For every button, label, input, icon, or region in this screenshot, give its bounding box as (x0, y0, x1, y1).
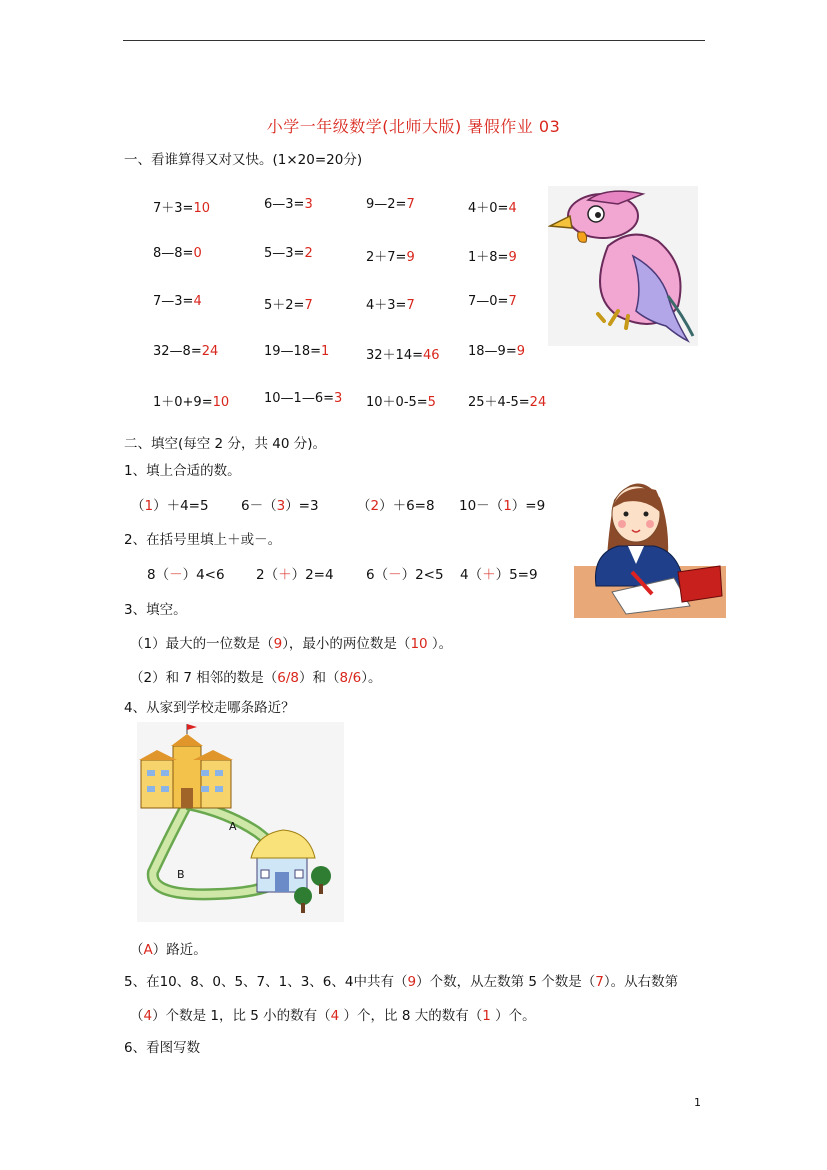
arithmetic-item (264, 344, 329, 359)
arithmetic-answer: 0 (193, 246, 202, 261)
q5-line-1: 5、在10、8、0、5、7、1、3、6、4中共有（9）个数，从左数第 5 个数是（7）。从右数第 (124, 974, 679, 990)
page-title: 小学一年级数学(北师大版) 暑假作业 03 (266, 117, 561, 136)
arithmetic-question: 5—3= (264, 246, 305, 261)
arithmetic-answer: 9 (508, 250, 517, 265)
arithmetic-question: 2＋7= (366, 250, 407, 265)
arithmetic-question: 10—1—6= (264, 391, 334, 406)
q6-label: 6、看图写数 (124, 1040, 201, 1056)
arithmetic-item (468, 246, 517, 265)
q3-line-2: （2）和 7 相邻的数是（6/8）和（8/6）。 (130, 670, 382, 686)
q3-line-1: （1）最大的一位数是（9），最小的两位数是（10 ）。 (130, 636, 453, 652)
arithmetic-item (468, 294, 517, 309)
arithmetic-answer: 24 (201, 344, 219, 359)
arithmetic-item (153, 391, 229, 410)
arithmetic-question: 32—8= (153, 344, 202, 359)
arithmetic-question: 9—2= (366, 197, 407, 212)
arithmetic-item (366, 391, 436, 410)
arithmetic-answer: 9 (406, 250, 415, 265)
arithmetic-answer: 7 (406, 197, 415, 212)
q5-line-2: （4）个数是 1，比 5 小的数有（4 ）个，比 8 大的数有（1 ）个。 (130, 1008, 536, 1024)
route-b-label: B (177, 868, 185, 881)
header-rule (123, 40, 705, 41)
q2-item-2: 2（＋）2=4 (256, 567, 334, 583)
arithmetic-item (153, 294, 202, 309)
arithmetic-answer: 46 (422, 348, 440, 363)
arithmetic-item (366, 246, 415, 265)
q1-item-3: （2）＋6=8 (357, 498, 435, 514)
arithmetic-answer: 1 (320, 344, 330, 359)
arithmetic-item (468, 391, 546, 410)
arithmetic-answer: 9 (516, 344, 525, 359)
arithmetic-answer: 10 (193, 201, 210, 216)
arithmetic-item (264, 391, 342, 406)
arithmetic-item (153, 344, 218, 359)
arithmetic-question: 10＋0-5= (366, 395, 428, 410)
arithmetic-answer: 2 (304, 246, 313, 261)
q1-item-4: 10－（1）=9 (459, 498, 546, 514)
q1-label: 1、填上合适的数。 (124, 463, 241, 479)
q2-item-1: 8（－）4<6 (147, 567, 225, 583)
bird-illustration (548, 186, 698, 346)
student-writing-illustration (574, 468, 726, 618)
arithmetic-answer: 3 (333, 391, 343, 406)
arithmetic-answer: 24 (529, 395, 547, 410)
arithmetic-answer: 3 (304, 197, 313, 212)
arithmetic-question: 18—9= (468, 344, 517, 359)
arithmetic-question: 7＋3= (153, 201, 194, 216)
arithmetic-question: 1＋0+9= (153, 395, 213, 410)
arithmetic-item (468, 197, 517, 216)
arithmetic-question: 25＋4-5= (468, 395, 530, 410)
arithmetic-item (264, 197, 313, 212)
q2-item-3: 6（－）2<5 (366, 567, 444, 583)
q4-label: 4、从家到学校走哪条路近？ (124, 700, 295, 716)
arithmetic-question: 32＋14= (366, 348, 423, 363)
arithmetic-answer: 10 (212, 395, 230, 410)
q1-item-2: 6－（3）=3 (241, 498, 319, 514)
q2-item-4: 4（＋）5=9 (460, 567, 538, 583)
arithmetic-item (264, 294, 313, 313)
arithmetic-item (366, 197, 415, 212)
arithmetic-question: 6—3= (264, 197, 305, 212)
section2-heading: 二、填空(每空 2 分，共 40 分)。 (124, 436, 326, 452)
q2-label: 2、在括号里填上＋或－。 (124, 532, 282, 548)
arithmetic-item (468, 344, 525, 359)
arithmetic-item (153, 246, 202, 261)
q3-label: 3、填空。 (124, 602, 187, 618)
arithmetic-answer: 4 (508, 201, 517, 216)
arithmetic-item (366, 294, 415, 313)
arithmetic-item (366, 344, 440, 363)
arithmetic-question: 19—18= (264, 344, 321, 359)
arithmetic-question: 7—0= (468, 294, 509, 309)
arithmetic-question: 4＋3= (366, 298, 407, 313)
arithmetic-item (264, 246, 313, 261)
arithmetic-answer: 5 (427, 395, 436, 410)
arithmetic-answer: 7 (406, 298, 415, 313)
q4-answer: （A）路近。 (130, 942, 207, 958)
arithmetic-question: 4＋0= (468, 201, 509, 216)
route-a-label: A (229, 820, 237, 833)
section1-heading: 一、看谁算得又对又快。(1×20=20分) (124, 152, 363, 168)
q1-item-1: （1）＋4=5 (131, 498, 209, 514)
arithmetic-answer: 7 (508, 294, 517, 309)
page-number: 1 (694, 1096, 701, 1109)
arithmetic-question: 8—8= (153, 246, 194, 261)
route-map-illustration (137, 722, 344, 922)
arithmetic-item (153, 197, 210, 216)
arithmetic-answer: 7 (304, 298, 313, 313)
arithmetic-question: 7—3= (153, 294, 194, 309)
arithmetic-answer: 4 (193, 294, 202, 309)
arithmetic-question: 1＋8= (468, 250, 509, 265)
arithmetic-question: 5＋2= (264, 298, 305, 313)
